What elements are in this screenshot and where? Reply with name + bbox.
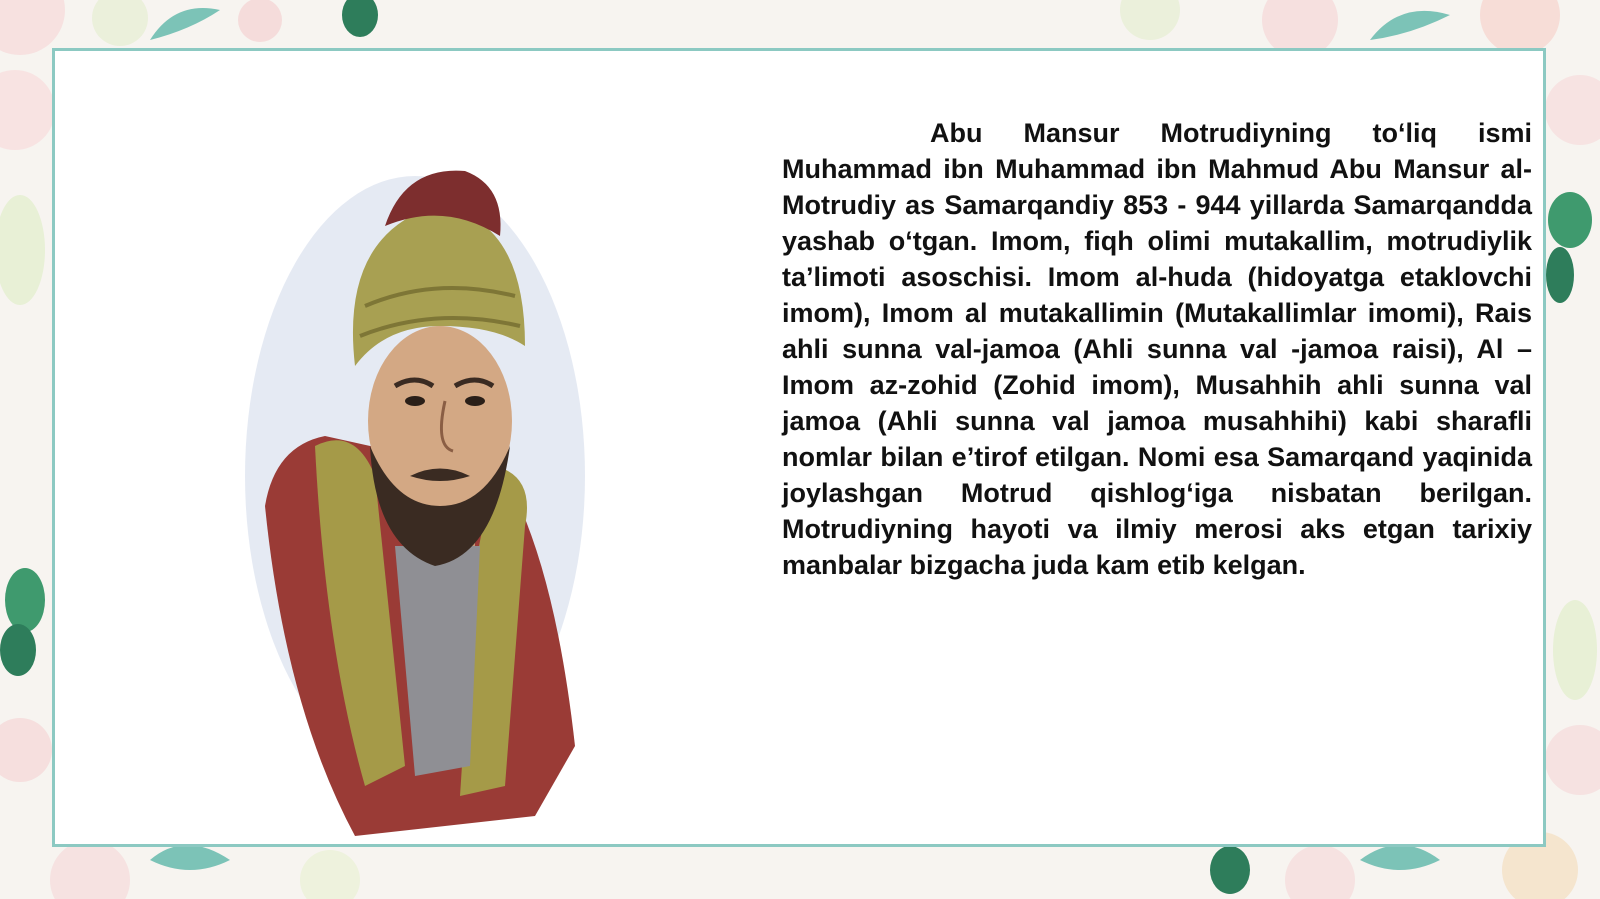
slide-frame — [52, 48, 1546, 847]
biography-paragraph: Abu Mansur Motrudiyning to‘liq ismi Muhammad ibn Muhammad ibn Mahmud Abu Mansur al-Motrudiy as Samarqandiy 853 - 944 yillarda Samarqandda yashab o‘tgan. Imom, fiqh olimi mutakallim, motrudiylik ta’limoti asoschisi. Imom al-huda (hidoyatga etaklovchi imom), Imom al mutakallimin (Mutakallimlar imomi), Rais ahli sunna val-jamoa (Ahli sunna val -jamoa raisi), Al –Imom az-zohid (Zohid imom), Musahhih ahli sunna val jamoa (Ahli sunna val jamoa musahhihi) kabi sharafli nomlar bilan e’tirof etilgan. Nomi esa Samarqand yaqinida joylashgan Motrud qishlog‘iga nisbatan berilgan. Motrudiyning hayoti va ilmiy merosi aks etgan tarixiy manbalar bizgacha juda kam etib kelgan. — [782, 118, 1532, 580]
flower-cluster-left — [0, 70, 55, 782]
flower-cluster-top-left — [0, 0, 378, 55]
scholar-portrait-illustration — [205, 146, 605, 836]
flower-cluster-right — [1545, 75, 1600, 795]
